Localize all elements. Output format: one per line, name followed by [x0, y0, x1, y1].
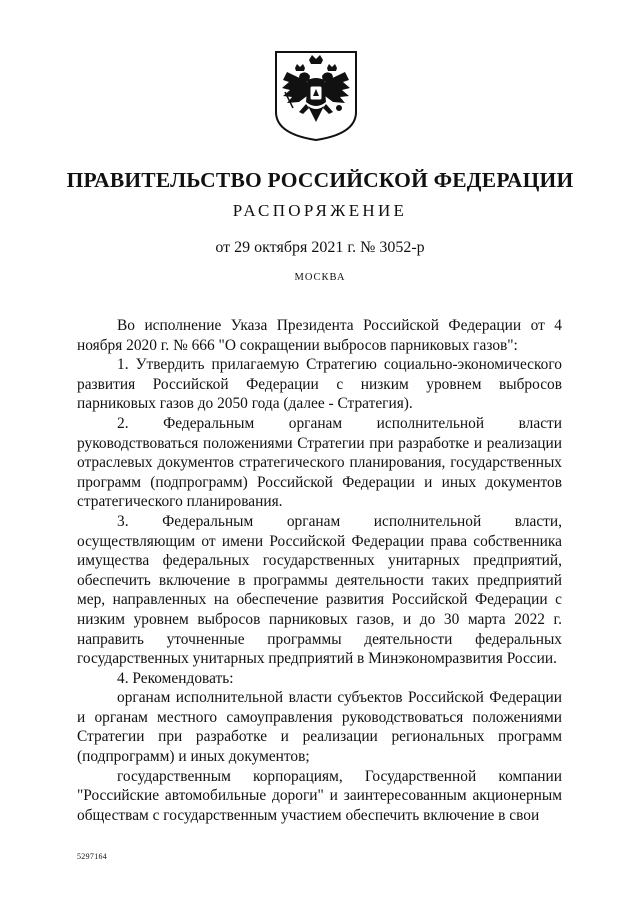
paragraph: государственным корпорациям, Государственной компании "Российские автомобильные дороги" и заинтересованным акционерным обществам с государственным участием обеспечить включение в свои — [77, 767, 562, 824]
document-code: 5297164 — [77, 852, 108, 861]
document-type: РАСПОРЯЖЕНИЕ — [232, 201, 408, 220]
paragraph: 2. Федеральным органам исполнительной власти руководствоваться положениями Стратегии при разработке и реализации отраслевых документов стратегического планирования, государственных программ (подпрограмм) Российской Федерации и иных документов стратегического планирования. — [77, 414, 562, 511]
paragraph: 3. Федеральным органам исполнительной власти, осуществляющим от имени Российской Федерации права собственника имущества федеральных государственных унитарных предприятий, обеспечить включение в программы деятельности таких предприятий мер, направленных на обеспечение развития Российской Федерации с низким уровнем выбросов парниковых газов, и до 30 марта 2022 г. направить уточненные программы деятельности федеральных государственных унитарных предприятий в Минэкономразвития России. — [77, 512, 562, 668]
paragraph: 4. Рекомендовать: — [117, 669, 234, 687]
document-city: МОСКВА — [294, 272, 346, 283]
document-date-number: от 29 октября 2021 г. № 3052-р — [215, 239, 425, 256]
paragraph: органам исполнительной власти субъектов Российской Федерации и органам местного самоуправления руководствоваться положениями Стратегии при разработке и реализации региональных программ (подпрограмм) и иных документов; — [77, 689, 562, 766]
document-body — [77, 316, 562, 825]
russian-coat-of-arms-icon — [273, 50, 359, 142]
paragraph: Во исполнение Указа Президента Российской Федерации от 4 ноября 2020 г. № 666 "О сокращении выбросов парниковых газов": — [77, 317, 562, 354]
organization-title: ПРАВИТЕЛЬСТВО РОССИЙСКОЙ ФЕДЕРАЦИИ — [66, 168, 574, 192]
paragraph: 1. Утвердить прилагаемую Стратегию социально-экономического развития Российской Федерации с низким уровнем выбросов парниковых газов до 2050 года (далее - Стратегия). — [77, 356, 562, 413]
